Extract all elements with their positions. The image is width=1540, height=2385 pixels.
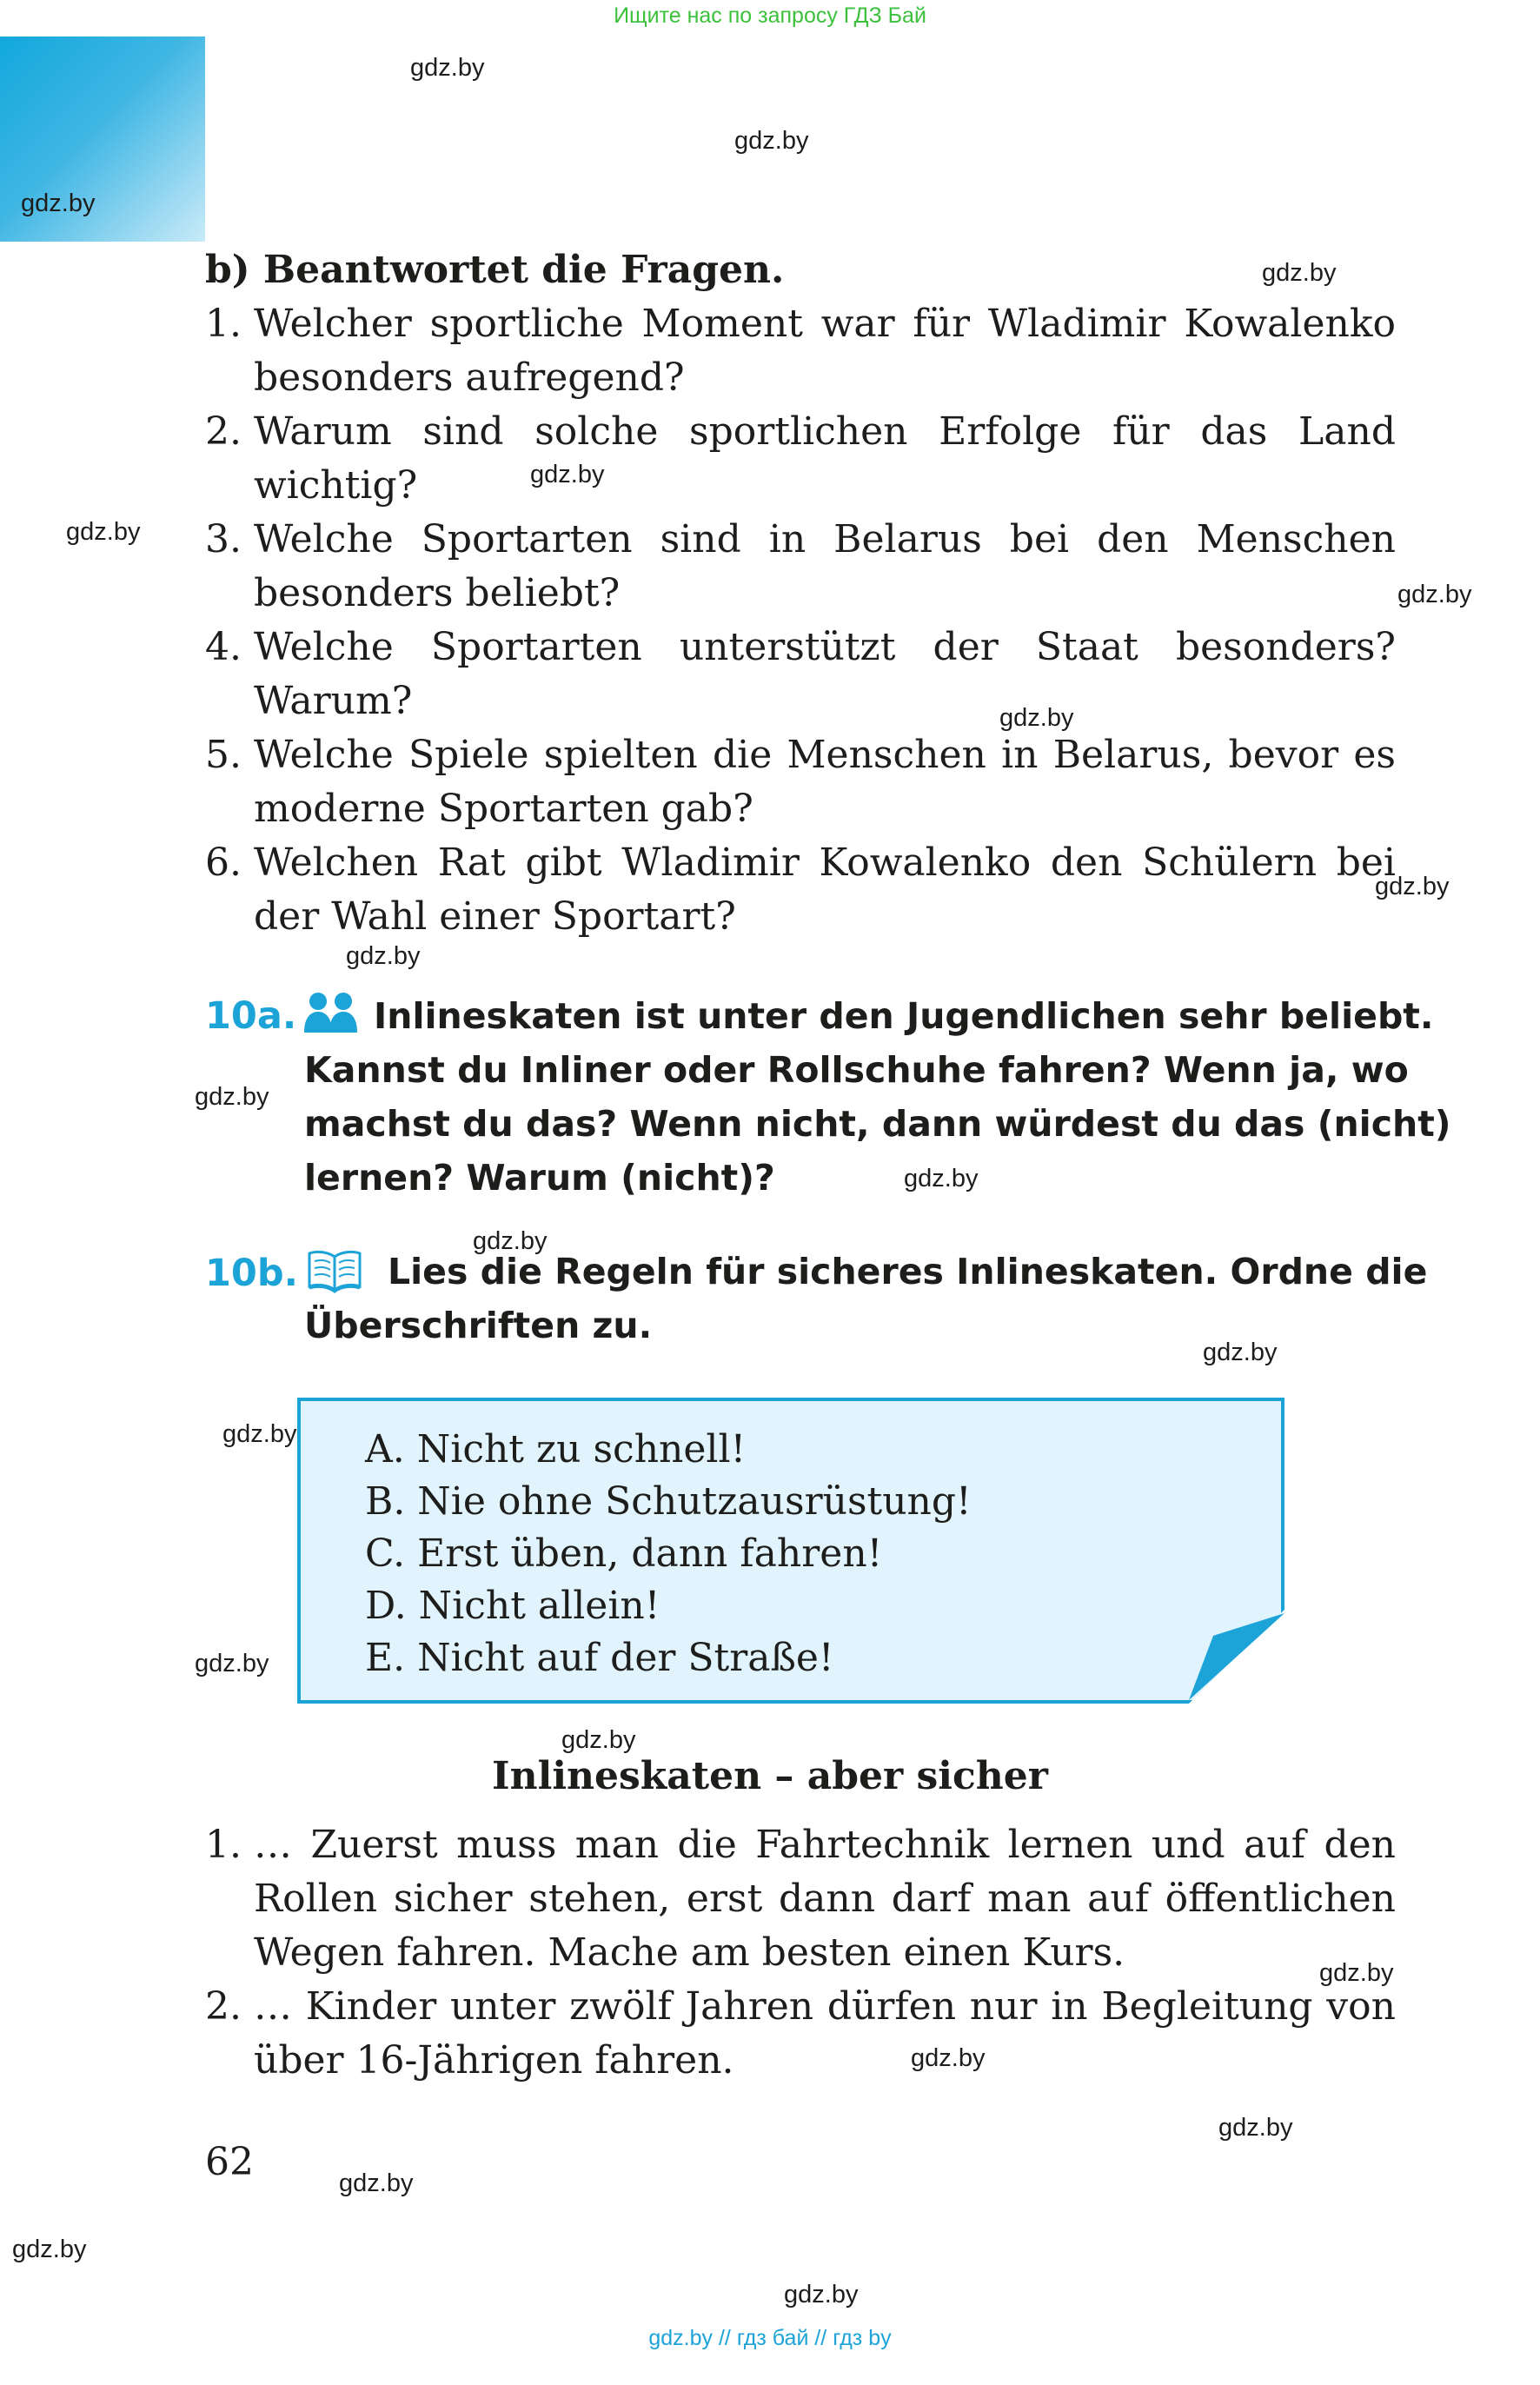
- watermark: gdz.by: [784, 2281, 859, 2309]
- question-number: 4.: [205, 625, 242, 669]
- watermark: gdz.by: [530, 461, 605, 488]
- paragraph-line: über 16-Jährigen fahren.: [254, 2038, 734, 2083]
- question-line: Welchen Rat gibt Wladimir Kowalenko den Schülern bei: [254, 840, 1396, 885]
- question-number: 6.: [205, 840, 242, 885]
- open-book-icon: [306, 1248, 363, 1293]
- footer-links[interactable]: gdz.by // гдз бай // гдз by: [648, 2326, 892, 2350]
- question-number: 1.: [205, 302, 242, 346]
- task-10a-line: Inlineskaten ist unter den Jugendlichen sehr beliebt.: [374, 995, 1434, 1037]
- watermark: gdz.by: [346, 942, 421, 970]
- task-10a-line: machst du das? Wenn nicht, dann würdest du das (nicht): [304, 1103, 1451, 1145]
- question-line: moderne Sportarten gab?: [254, 787, 753, 831]
- watermark: gdz.by: [904, 1165, 979, 1192]
- question-line: wichtig?: [254, 463, 418, 508]
- watermark: gdz.by: [734, 127, 809, 155]
- watermark: gdz.by: [410, 54, 485, 82]
- heading-option: A. Nicht zu schnell!: [365, 1427, 747, 1472]
- question-number: 5.: [205, 733, 242, 777]
- watermark: gdz.by: [911, 2044, 986, 2072]
- watermark: gdz.by: [473, 1227, 548, 1255]
- heading-option: E. Nicht auf der Straße!: [365, 1636, 834, 1680]
- task-10b-line: Lies die Regeln für sicheres Inlineskaten. Ordne die: [388, 1251, 1428, 1292]
- watermark: gdz.by: [1262, 259, 1337, 287]
- watermark: gdz.by: [12, 2236, 87, 2263]
- question-line: der Wahl einer Sportart?: [254, 894, 736, 939]
- top-banner[interactable]: Ищите нас по запросу ГДЗ Бай: [614, 3, 926, 28]
- question-line: Warum?: [254, 679, 413, 723]
- watermark: gdz.by: [195, 1083, 269, 1111]
- question-line: besonders aufregend?: [254, 355, 685, 400]
- watermark: gdz.by: [999, 704, 1074, 732]
- question-line: Warum sind solche sportlichen Erfolge für das Land: [254, 409, 1396, 454]
- watermark: gdz.by: [1203, 1339, 1278, 1366]
- page-curl-corner: [1189, 1610, 1284, 1704]
- watermark: gdz.by: [66, 518, 141, 546]
- paragraph-number: 1.: [205, 1823, 242, 1867]
- watermark: gdz.by: [1218, 2114, 1293, 2142]
- watermark: gdz.by: [561, 1726, 636, 1754]
- heading-option: D. Nicht allein!: [365, 1584, 660, 1628]
- watermark: gdz.by: [1397, 581, 1472, 608]
- paragraph-line: … Zuerst muss man die Fahrtechnik lernen und auf den: [254, 1823, 1396, 1867]
- question-number: 2.: [205, 409, 242, 454]
- watermark: gdz.by: [1319, 1959, 1394, 1987]
- heading-option: C. Erst üben, dann fahren!: [365, 1531, 883, 1576]
- paragraph-number: 2.: [205, 1984, 242, 2029]
- question-line: Welcher sportliche Moment war für Wladimir Kowalenko: [254, 302, 1396, 346]
- question-line: Welche Sportarten unterstützt der Staat besonders?: [254, 625, 1396, 669]
- task-10a-line: lernen? Warum (nicht)?: [304, 1157, 775, 1199]
- watermark: gdz.by: [21, 189, 96, 217]
- heading-option: B. Nie ohne Schutzausrüstung!: [365, 1479, 972, 1524]
- watermark: gdz.by: [1375, 873, 1450, 900]
- question-line: Welche Sportarten sind in Belarus bei den Menschen: [254, 517, 1396, 561]
- paragraph-line: … Kinder unter zwölf Jahren dürfen nur in Begleitung von: [254, 1984, 1396, 2029]
- page-number: 62: [205, 2140, 254, 2184]
- section-b-heading: b) Beantwortet die Fragen.: [205, 248, 785, 292]
- question-line: besonders beliebt?: [254, 571, 621, 615]
- watermark: gdz.by: [222, 1420, 297, 1448]
- paragraph-line: Wegen fahren. Mache am besten einen Kurs.: [254, 1930, 1125, 1975]
- task-10a-line: Kannst du Inliner oder Rollschuhe fahren? Wenn ja, wo: [304, 1049, 1409, 1091]
- pair-work-icon: [304, 991, 358, 1034]
- question-line: Welche Spiele spielten die Menschen in Belarus, bevor es: [254, 733, 1396, 777]
- paragraph-line: Rollen sicher stehen, erst dann darf man auf öffentlichen: [254, 1877, 1396, 1921]
- watermark: gdz.by: [195, 1650, 269, 1677]
- watermark: gdz.by: [339, 2169, 414, 2197]
- text-title: Inlineskaten – aber sicher: [492, 1754, 1048, 1798]
- question-number: 3.: [205, 517, 242, 561]
- task-10b-line: Überschriften zu.: [304, 1305, 653, 1346]
- task-number-10a: 10a.: [205, 994, 297, 1038]
- task-number-10b: 10b.: [205, 1252, 298, 1295]
